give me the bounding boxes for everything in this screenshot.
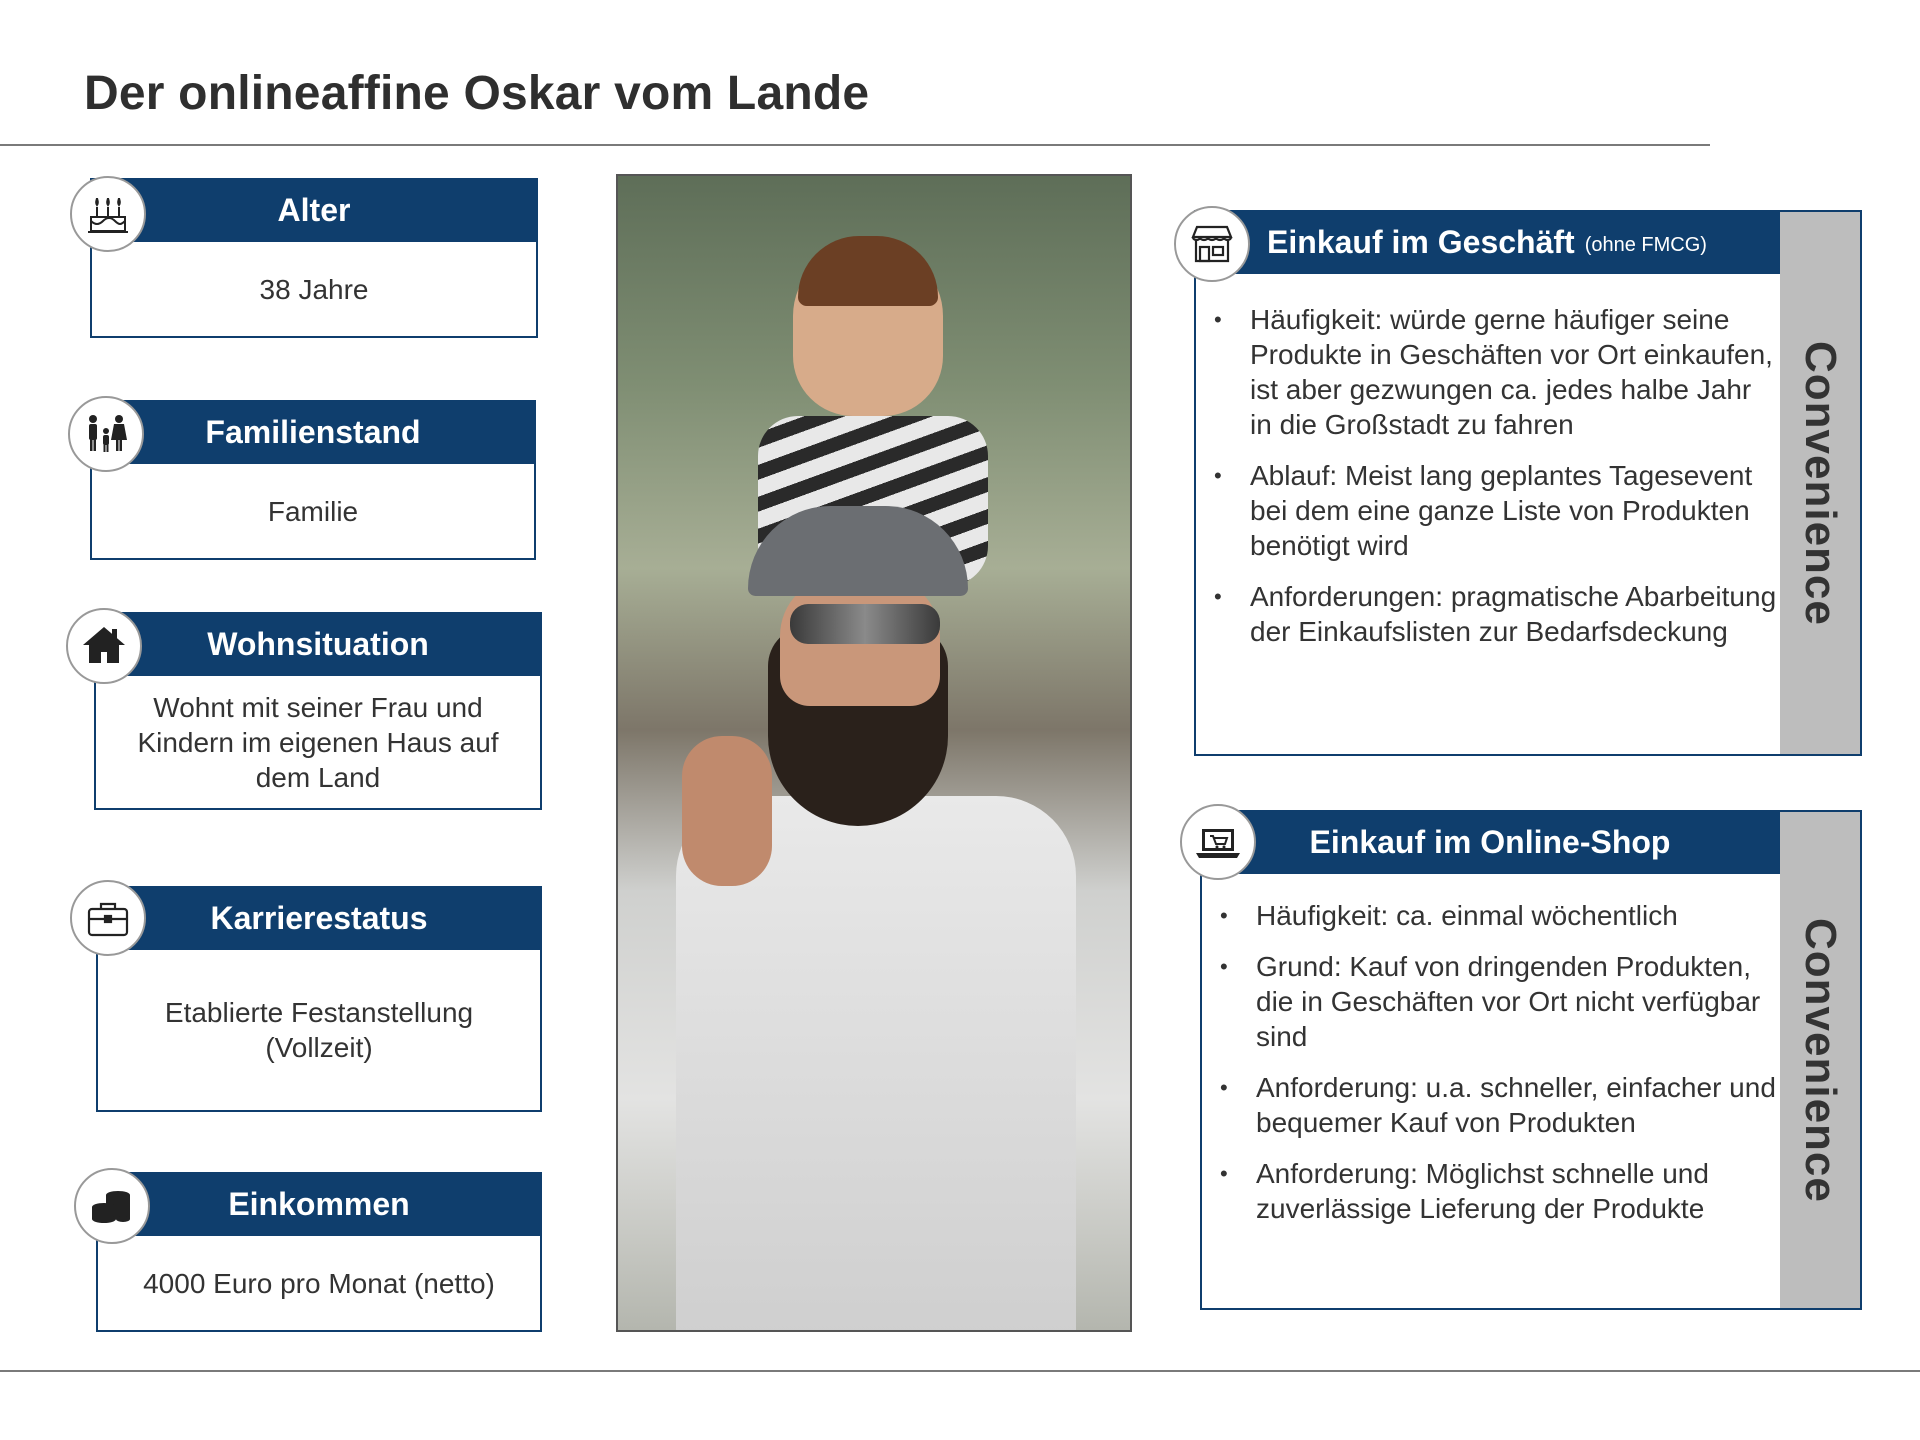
card-value: Wohnt mit seiner Frau und Kindern im eigenen Haus auf dem Land (94, 676, 542, 810)
page-title: Der onlineaffine Oskar vom Lande (84, 67, 870, 120)
card-wohnsituation (94, 612, 542, 810)
birthday-cake-icon (70, 176, 146, 252)
card-value: Familie (90, 464, 536, 560)
panel-online-list (1220, 898, 1786, 1242)
card-label: Wohnsituation (94, 612, 542, 676)
photo-kid-hair (798, 236, 938, 306)
card-label: Einkommen (96, 1172, 542, 1236)
panel-store-list (1214, 302, 1780, 665)
list-item: • Anforderung: Möglichst schnelle und zuverlässige Lieferung der Produkte (1256, 1156, 1786, 1226)
card-label: Familienstand (90, 400, 536, 464)
photo-sunglasses (790, 604, 940, 644)
store-icon (1174, 206, 1250, 282)
panel-online-side (1780, 810, 1862, 1310)
panel-store-title: Einkauf im Geschäft (1267, 223, 1575, 260)
bottom-divider (0, 1370, 1920, 1372)
panel-store-side (1780, 210, 1862, 756)
persona-photo (616, 174, 1132, 1332)
card-einkommen (96, 1172, 542, 1332)
panel-online-title: Einkauf im Online-Shop (1309, 823, 1671, 860)
card-label: Karrierestatus (96, 886, 542, 950)
house-icon (66, 608, 142, 684)
list-item: • Anforderung: u.a. schneller, einfacher und bequemer Kauf von Produkten (1256, 1070, 1786, 1140)
card-value: 38 Jahre (90, 242, 538, 338)
card-karrierestatus (96, 886, 542, 1112)
laptop-cart-icon (1180, 804, 1256, 880)
card-alter (90, 178, 538, 338)
panel-store-subtitle: (ohne FMCG) (1584, 233, 1707, 256)
panel-store-header (1194, 210, 1780, 274)
panel-store (1194, 210, 1862, 756)
card-value: 4000 Euro pro Monat (netto) (96, 1236, 542, 1332)
briefcase-icon (70, 880, 146, 956)
card-familienstand (90, 400, 536, 560)
card-label: Alter (90, 178, 538, 242)
top-divider (0, 144, 1710, 146)
photo-thumb (682, 736, 772, 886)
card-value: Etablierte Festanstellung (Vollzeit) (96, 950, 542, 1112)
panel-online-header (1200, 810, 1780, 874)
list-item: • Häufigkeit: ca. einmal wöchentlich (1256, 898, 1786, 933)
panel-online (1200, 810, 1862, 1310)
family-icon (68, 396, 144, 472)
list-item: • Grund: Kauf von dringenden Produkten, die in Geschäften vor Ort nicht verfügbar sind (1256, 949, 1786, 1054)
panel-online-side-label: Convenience (1796, 917, 1845, 1203)
coin-stack-icon (74, 1168, 150, 1244)
list-item: • Ablauf: Meist lang geplantes Tagesevent bei dem eine ganze Liste von Produkten benötigt wird (1250, 458, 1780, 563)
list-item: • Anforderungen: pragmatische Abarbeitung der Einkaufslisten zur Bedarfsdeckung (1250, 579, 1780, 649)
list-item: • Häufigkeit: würde gerne häufiger seine Produkte in Geschäften vor Ort einkaufen, ist aber gezwungen ca. jedes halbe Jahr in die Großstadt zu fahren (1250, 302, 1780, 442)
panel-store-side-label: Convenience (1796, 340, 1845, 626)
